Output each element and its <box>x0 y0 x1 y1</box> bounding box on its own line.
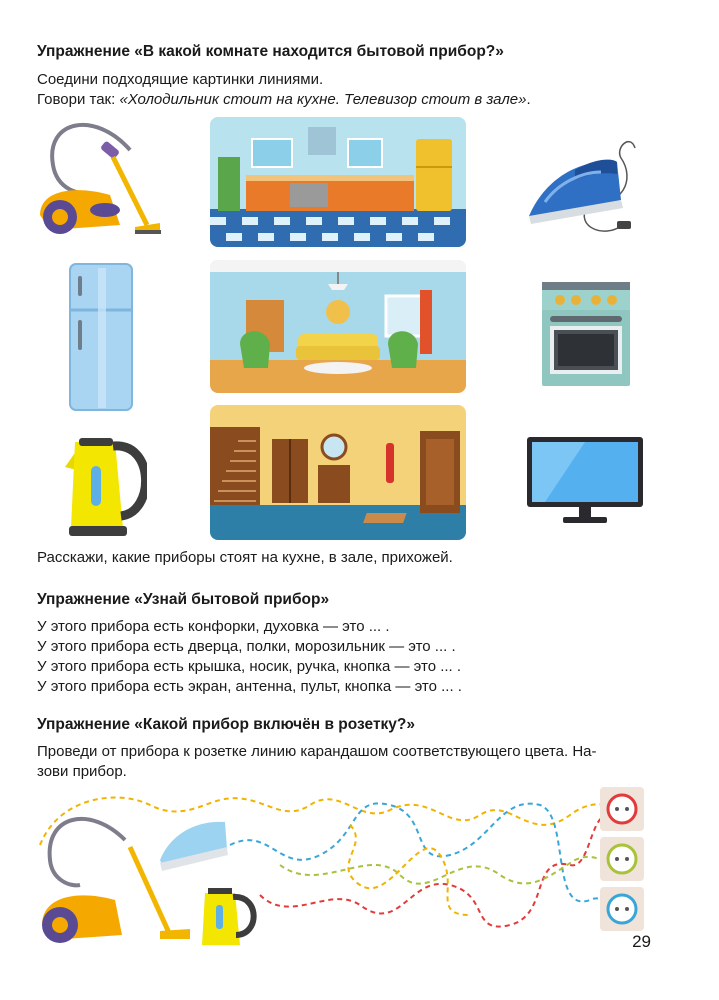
hallway-scene <box>210 405 466 540</box>
exercise2-line-4: У этого прибора есть экран, антенна, пульт, кнопка — это ... . <box>37 678 462 695</box>
iron-icon <box>525 128 640 240</box>
refrigerator-icon <box>68 262 134 414</box>
exercise2-line-2: У этого прибора есть дверца, полки, морозильник — это ... . <box>37 638 456 655</box>
maze-area <box>30 785 650 950</box>
exercise1-title: Упражнение «В какой комнате находится бытовой прибор?» <box>37 43 504 60</box>
kettle-icon <box>65 432 147 540</box>
exercise3-title: Упражнение «Какой прибор включён в розетку?» <box>37 716 416 733</box>
kitchen-scene <box>210 117 466 247</box>
exercise1-say <box>37 91 531 108</box>
tv-monitor-icon <box>525 435 645 530</box>
vacuum-cleaner-icon <box>35 115 165 240</box>
exercise1-instruction: Соедини подходящие картинки линиями. <box>37 71 324 88</box>
say-example: «Холодильник стоит на кухне. Телевизор стоит в зале» <box>119 91 527 108</box>
exercise2-title: Упражнение «Узнай бытовой прибор» <box>37 591 330 608</box>
exercise3-instruction-2: зови прибор. <box>37 763 127 780</box>
say-prefix: Говори так: <box>37 91 120 108</box>
page-number: 29 <box>632 932 651 951</box>
exercise1-after: Расскажи, какие приборы стоят на кухне, в зале, прихожей. <box>37 549 453 566</box>
say-end: . <box>526 91 531 108</box>
maze-path-extra <box>348 825 470 915</box>
stove-icon <box>540 280 632 388</box>
living-room-scene <box>210 260 466 393</box>
exercise3-instruction-1: Проведи от прибора к розетке линию карандашом соответствующего цвета. На- <box>37 743 597 760</box>
maze-path-red <box>260 815 608 927</box>
exercise2-line-3: У этого прибора есть крышка, носик, ручка, кнопка — это ... . <box>37 658 462 675</box>
exercise2-line-1: У этого прибора есть конфорки, духовка — это ... . <box>37 618 390 635</box>
